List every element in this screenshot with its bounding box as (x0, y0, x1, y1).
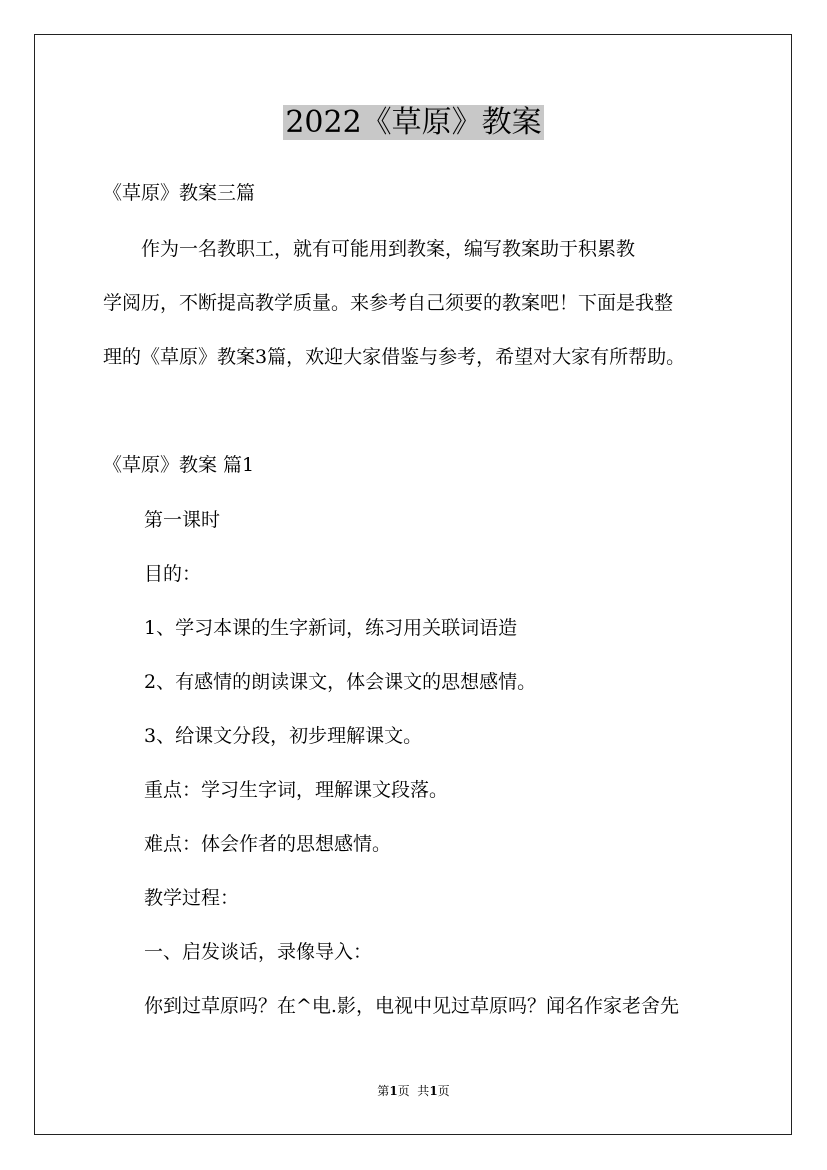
document-title-text: 2022《草原》教案 (285, 105, 542, 140)
body-line: 难点：体会作者的思想感情。 (144, 833, 392, 855)
body-line: 3、给课文分段，初步理解课文。 (144, 725, 423, 747)
body-line: 2、有感情的朗读课文，体会课文的思想感情。 (144, 671, 537, 693)
section-heading: 《草原》教案 篇1 (103, 454, 255, 476)
footer-mid: 页 共 (397, 1084, 430, 1098)
document-title (0, 103, 827, 143)
body-line: 1、学习本课的生字新词，练习用关联词语造 (144, 617, 518, 639)
body-line: 教学过程： (144, 887, 240, 909)
footer-prefix: 第 (377, 1084, 390, 1098)
body-line: 一、启发谈话，录像导入： (144, 941, 373, 963)
footer-page-total: 1 (429, 1084, 438, 1098)
footer-suffix: 页 (437, 1084, 450, 1098)
intro-line-2: 学阅历，不断提高教学质量。来参考自己须要的教案吧！下面是我整 (103, 292, 674, 314)
intro-line-1: 作为一名教职工，就有可能用到教案，编写教案助于积累教 (103, 238, 636, 260)
body-line: 重点：学习生字词，理解课文段落。 (144, 779, 449, 801)
body-line: 目的： (144, 563, 202, 585)
body-line: 第一课时 (144, 509, 221, 531)
document-subtitle: 《草原》教案三篇 (103, 182, 256, 204)
footer-page-number: 1 (389, 1084, 398, 1098)
page-footer (0, 1083, 827, 1099)
intro-line-3: 理的《草原》教案3篇，欢迎大家借鉴与参考，希望对大家有所帮助。 (103, 346, 686, 368)
body-line: 你到过草原吗？在^电.影，电视中见过草原吗？闻名作家老舍先 (144, 995, 679, 1017)
